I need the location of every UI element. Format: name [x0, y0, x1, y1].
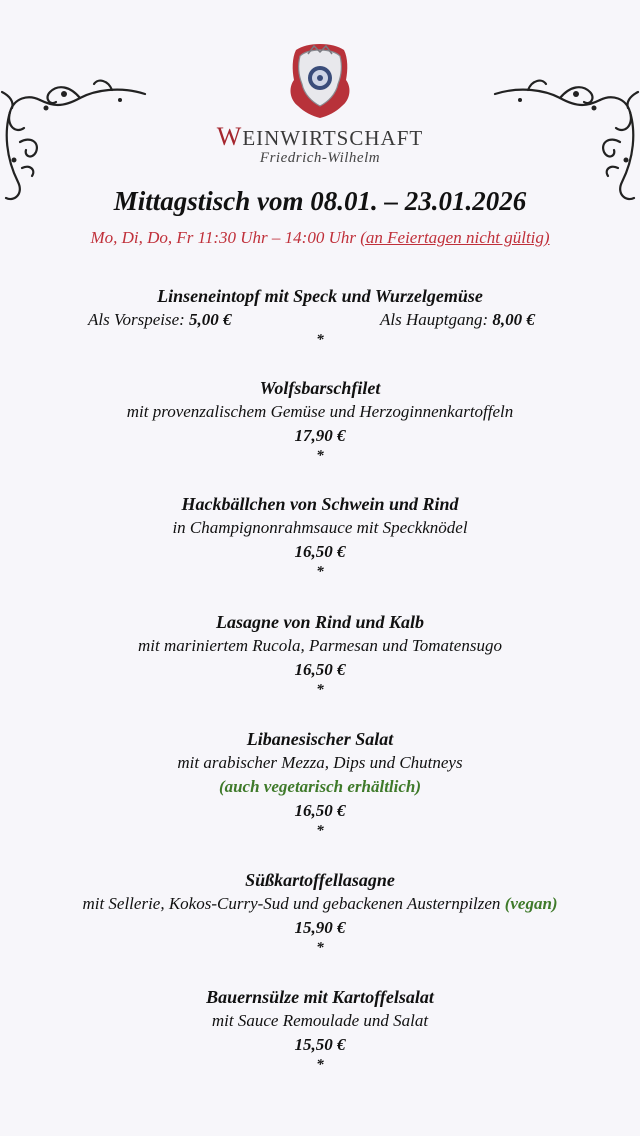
dish-price: 15,50 € — [294, 1035, 346, 1054]
dish-name: Lasagne von Rind und Kalb — [215, 612, 425, 632]
brand-name: WEINWIRTSCHAFT — [216, 122, 424, 151]
separator: * — [316, 1057, 324, 1073]
menu-item — [0, 284, 640, 348]
vegan-note: (vegan) — [504, 894, 558, 913]
brand-subtitle: Friedrich-Wilhelm — [259, 150, 381, 166]
menu-item — [0, 492, 640, 580]
menu-item — [0, 868, 640, 956]
dish-name: Hackbällchen von Schwein und Rind — [181, 494, 459, 514]
dish-price-options — [0, 308, 640, 332]
hours-note: (an Feiertagen nicht gültig) — [360, 228, 550, 247]
dish-description: in Champignonrahmsauce mit Speckknödel — [172, 518, 468, 537]
separator: * — [316, 448, 324, 464]
separator: * — [316, 682, 324, 698]
dish-description: mit Sellerie, Kokos-Curry-Sud und gebackenen Austernpilzen (vegan) — [82, 894, 558, 913]
dish-price: 15,90 € — [294, 918, 346, 937]
dish-name: Bauernsülze mit Kartoffelsalat — [206, 987, 434, 1007]
dish-name: Wolfsbarschfilet — [259, 378, 381, 398]
dish-name: Süßkartoffellasagne — [245, 870, 395, 890]
separator: * — [316, 823, 324, 839]
main-price-option: Als Hauptgang: 8,00 € — [380, 310, 535, 329]
dish-price: 16,50 € — [294, 660, 346, 679]
dish-name: Linseneintopf mit Speck und Wurzelgemüse — [157, 286, 483, 306]
menu-item — [0, 727, 640, 839]
dish-description: mit provenzalischem Gemüse und Herzoginnenkartoffeln — [126, 402, 514, 421]
starter-price-option: Als Vorspeise: 5,00 € — [88, 310, 232, 329]
opening-hours — [0, 228, 640, 248]
dish-description: mit Sauce Remoulade und Salat — [211, 1011, 429, 1030]
separator: * — [316, 332, 324, 348]
menu-item — [0, 610, 640, 698]
dish-name: Libanesischer Salat — [246, 729, 394, 749]
dish-price: 16,50 € — [294, 542, 346, 561]
dish-price: 16,50 € — [294, 801, 346, 820]
vegetarian-note: (auch vegetarisch erhältlich) — [218, 777, 422, 796]
page-title: Mittagstisch vom 08.01. – 23.01.2026 — [113, 186, 527, 216]
crest-logo-icon — [286, 40, 354, 120]
dish-description: mit mariniertem Rucola, Parmesan und Tomatensugo — [138, 636, 502, 655]
hours-text: Mo, Di, Do, Fr 11:30 Uhr – 14:00 Uhr — [90, 228, 356, 247]
dish-price: 17,90 € — [294, 426, 346, 445]
separator: * — [316, 940, 324, 956]
separator: * — [316, 564, 324, 580]
menu-item — [0, 376, 640, 464]
menu-item — [0, 985, 640, 1073]
dish-description: mit arabischer Mezza, Dips und Chutneys — [177, 753, 463, 772]
